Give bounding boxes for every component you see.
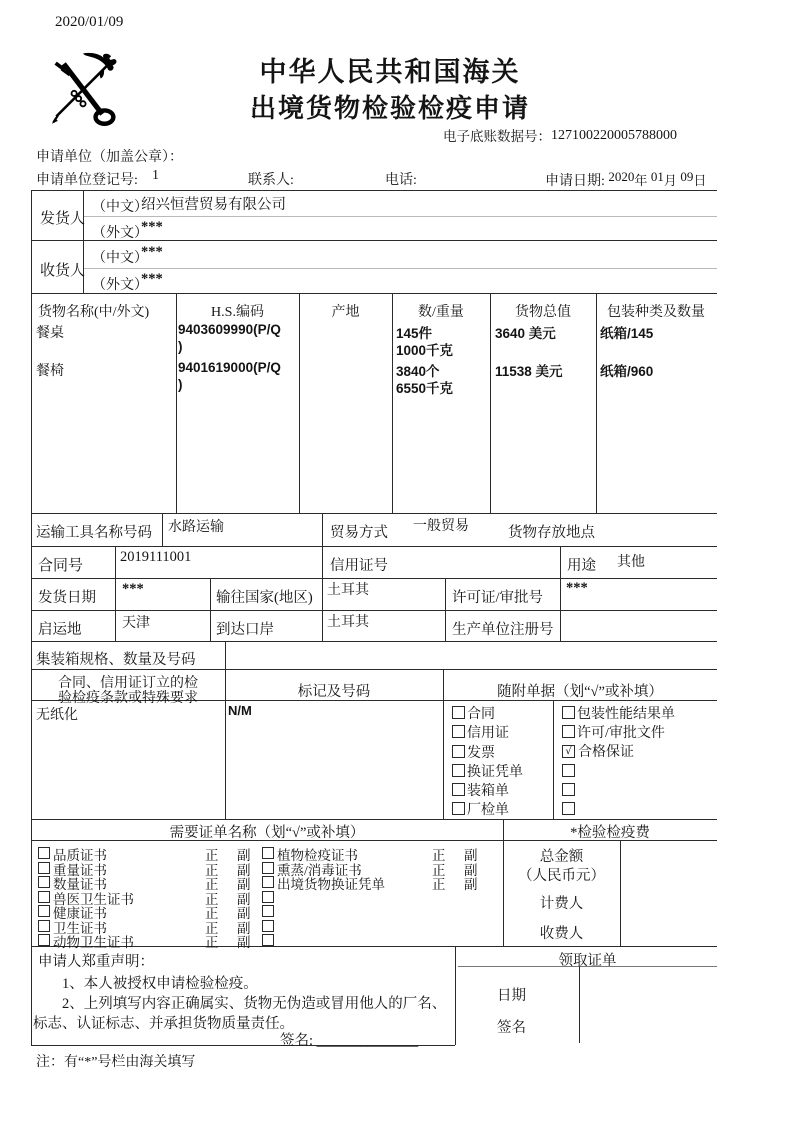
checkbox-cert-blank-2[interactable] [262, 905, 274, 917]
vline-ship-2 [210, 578, 211, 610]
consignee-cn-value: *** [141, 244, 163, 260]
goods-row-hs: 9401619000(P/Q [178, 360, 281, 375]
checkbox-quantity-cert[interactable] [38, 876, 50, 888]
cert-label: 熏蒸/消毒证书 [277, 863, 362, 878]
declaration-sign-label: 签名: ______________ [280, 1033, 419, 1049]
vline-goods-3 [392, 293, 393, 513]
vline-goods-5 [596, 293, 597, 513]
goods-header-name: 货物名称(中/外文) [38, 305, 150, 320]
checkbox-exchange-voucher-label: 换证凭单 [467, 765, 523, 780]
cert-label: 兽医卫生证书 [53, 892, 134, 907]
checkbox-cert-blank-4[interactable] [262, 934, 274, 946]
apply-date-month: 01 [650, 169, 664, 184]
line-consignee-inner [83, 268, 717, 269]
clause-header-line2: 验检疫条款或特殊要求 [58, 691, 198, 706]
checkbox-packing-performance[interactable] [562, 706, 575, 719]
eledger-value: 127100220005788000 [551, 128, 677, 143]
vline-declaration-split [455, 946, 456, 1045]
goods-row-qty: 3840个 [396, 364, 440, 379]
producer-reg-label: 生产单位注册号 [452, 622, 554, 638]
vline-transport-1 [162, 513, 163, 546]
goods-row-qty: 145件 [396, 326, 433, 341]
checkbox-cert-blank-1[interactable] [262, 891, 274, 903]
receipt-date-label: 日期 [497, 988, 526, 1004]
goods-row-name: 餐椅 [36, 364, 64, 379]
checkbox-invoice[interactable] [452, 745, 465, 758]
arrival-port-label: 到达口岸 [216, 622, 274, 638]
apply-date-label: 申请日期: [545, 174, 605, 189]
vline-goods-4 [490, 293, 491, 513]
goods-row-weight: 1000千克 [396, 343, 454, 358]
fee-collector-label: 收费人 [539, 926, 584, 942]
form-title-line2: 出境货物检验检疫申请 [249, 94, 530, 123]
cert-label: 出境货物换证凭单 [277, 877, 385, 892]
original-label: 正 [205, 935, 219, 950]
eledger-row [443, 125, 677, 146]
vline-ship-1 [115, 578, 116, 610]
contact-label: 联系人: [248, 173, 294, 188]
goods-row-pack: 纸箱/960 [600, 364, 654, 379]
goods-row-hs: 9403609990(P/Q [178, 322, 281, 337]
vline-ship-5 [560, 578, 561, 610]
ship-date-value: *** [122, 581, 144, 597]
original-label: 正 [432, 863, 446, 878]
vline-contract-3 [560, 546, 561, 578]
footer-note: 注：有“*”号栏由海关填写 [36, 1055, 196, 1070]
marks-header: 标记及号码 [297, 684, 371, 700]
goods-header-value: 货物总值 [515, 305, 571, 320]
use-value: 其他 [617, 555, 645, 570]
applicant-unit-seal-label: 申请单位（加盖公章）： [36, 150, 183, 165]
original-label: 正 [205, 906, 219, 921]
declaration-item2-cont: 标志、认证标志、并承担货物质量责任。 [33, 1016, 294, 1032]
apply-date-year: 2020 [608, 169, 635, 184]
attached-docs-header: 随附单据（划“√”或补填） [497, 684, 663, 700]
line-consignor-inner [83, 216, 717, 217]
checkbox-contract-label: 合同 [467, 707, 495, 722]
checkbox-health-cert[interactable] [38, 905, 50, 917]
line-clause-bottom [31, 819, 717, 820]
receipt-title: 领取证单 [558, 953, 617, 969]
goods-row-total: 11538 美元 [495, 364, 563, 379]
checkbox-lc-label: 信用证 [467, 726, 509, 741]
vline-goods-1 [176, 293, 177, 513]
line-receipt-header [458, 966, 717, 967]
receipt-sign-label: 签名 [497, 1020, 526, 1036]
vline-dep-5 [560, 610, 561, 641]
apply-date-row [545, 170, 706, 190]
checkbox-blank-1[interactable] [562, 764, 575, 777]
checkbox-factory-inspection[interactable] [452, 802, 465, 815]
vline-transport-2 [322, 513, 323, 546]
declaration-item2: 2、上列填写内容正确属实、货物无伪造或冒用他人的厂名、 [62, 996, 447, 1012]
vline-container [225, 641, 226, 669]
cert-label: 卫生证书 [53, 921, 107, 936]
vline-docs-split [553, 700, 554, 819]
checkbox-license-doc[interactable] [562, 725, 575, 738]
consignor-cn-label: （中文） [92, 200, 148, 215]
vline-dep-3 [322, 610, 323, 641]
vline-contract-2 [322, 546, 323, 578]
clause-header-line1: 合同、信用证订立的检 [58, 676, 198, 691]
vline-contract-1 [115, 546, 116, 578]
fee-total-unit-label: （人民币元） [518, 868, 605, 884]
declaration-title: 申请人郑重声明： [38, 954, 154, 970]
clause-value: 无纸化 [36, 708, 78, 723]
lc-no-label: 信用证号 [330, 558, 388, 574]
vline-receipt-inner [579, 966, 580, 1043]
vline-goods-2 [299, 293, 300, 513]
checkbox-invoice-label: 发票 [467, 746, 495, 761]
checkbox-lc[interactable] [452, 725, 465, 738]
duplicate-label: 副 [237, 863, 251, 878]
customs-emblem-icon [46, 50, 120, 133]
checkbox-conformity-guarantee-label: 合格保证 [578, 745, 634, 760]
duplicate-label: 副 [237, 935, 251, 950]
table-left-border [31, 190, 32, 1045]
ship-date-label: 发货日期 [38, 590, 96, 606]
line-goods-bottom [31, 513, 717, 514]
original-label: 正 [205, 863, 219, 878]
goods-header-origin: 产地 [331, 305, 360, 320]
checkbox-factory-inspection-label: 厂检单 [467, 803, 509, 818]
trade-mode-label: 贸易方式 [330, 525, 388, 541]
checkbox-animal-hygiene-cert[interactable] [38, 934, 50, 946]
line-transport-bottom [31, 546, 717, 547]
checkbox-packing-list-label: 装箱单 [467, 784, 509, 799]
dest-country-label: 输往国家(地区) [216, 590, 313, 606]
vline-fee-inner [620, 840, 621, 946]
line-contract-bottom [31, 578, 717, 579]
goods-row-pack: 纸箱/145 [600, 326, 654, 341]
goods-row-name: 餐桌 [36, 326, 64, 341]
month-unit: 月 [663, 173, 677, 188]
fee-calculator-label: 计费人 [539, 896, 584, 912]
checkbox-cert-blank-3[interactable] [262, 920, 274, 932]
checkbox-blank-3[interactable] [562, 802, 575, 815]
year-unit: 年 [634, 173, 648, 188]
consignee-cn-label: （中文） [92, 251, 148, 266]
applicant-reg-no-value: 1 [152, 168, 159, 183]
departure-value: 天津 [122, 616, 150, 631]
checkbox-outbound-exchange-voucher[interactable] [262, 876, 274, 888]
checkbox-fumigation-cert[interactable] [262, 862, 274, 874]
check-mark: √ [565, 746, 572, 757]
trade-mode-value: 一般贸易 [413, 519, 469, 534]
arrival-port-value: 土耳其 [327, 615, 369, 630]
line-ship-bottom [31, 610, 717, 611]
consignee-label: 收货人 [40, 263, 86, 279]
checkbox-packing-list[interactable] [452, 783, 465, 796]
original-label: 正 [205, 892, 219, 907]
consignor-cn-value: 绍兴恒营贸易有限公司 [141, 197, 286, 213]
transport-value: 水路运输 [168, 520, 224, 535]
fee-total-label: 总金额 [539, 849, 584, 865]
storage-place-label: 货物存放地点 [508, 525, 595, 541]
original-label: 正 [205, 921, 219, 936]
cert-label: 数量证书 [53, 877, 107, 892]
checkbox-blank-2[interactable] [562, 783, 575, 796]
duplicate-label: 副 [237, 906, 251, 921]
checkbox-vet-hygiene-cert[interactable] [38, 891, 50, 903]
checkbox-hygiene-cert[interactable] [38, 920, 50, 932]
line-top [31, 190, 717, 191]
license-value: *** [566, 580, 588, 596]
checkbox-conformity-guarantee[interactable] [562, 745, 575, 758]
checkbox-weight-cert[interactable] [38, 862, 50, 874]
apply-date-day: 09 [680, 169, 694, 184]
checkbox-packing-performance-label: 包装性能结果单 [577, 707, 675, 722]
duplicate-label: 副 [464, 877, 478, 892]
checkbox-exchange-voucher[interactable] [452, 764, 465, 777]
vline-ship-4 [445, 578, 446, 610]
consignor-foreign-value: *** [141, 219, 163, 235]
contract-no-label: 合同号 [38, 558, 84, 574]
consignor-foreign-label: （外文） [92, 226, 148, 241]
checkbox-plant-quarantine-cert[interactable] [262, 847, 274, 859]
contract-no-value: 2019111001 [120, 549, 192, 565]
checkbox-license-doc-label: 许可/审批文件 [577, 726, 665, 741]
line-container-bottom [31, 669, 717, 670]
fee-section-header: *检验检疫费 [570, 825, 650, 841]
duplicate-label: 副 [237, 921, 251, 936]
cert-label: 品质证书 [53, 848, 107, 863]
cert-label: 植物检疫证书 [277, 848, 358, 863]
duplicate-label: 副 [464, 848, 478, 863]
consignee-foreign-label: （外文） [92, 278, 148, 293]
consignee-foreign-value: *** [141, 271, 163, 287]
original-label: 正 [205, 848, 219, 863]
transport-label: 运输工具名称号码 [36, 525, 152, 541]
vline-dep-1 [115, 610, 116, 641]
day-unit: 日 [693, 173, 707, 188]
cert-label: 动物卫生证书 [53, 935, 134, 950]
vline-dep-4 [445, 610, 446, 641]
cert-section-header: 需要证单名称（划“√”或补填） [169, 825, 365, 841]
duplicate-label: 副 [237, 892, 251, 907]
goods-header-qty: 数/重量 [418, 305, 464, 320]
goods-row-total: 3640 美元 [495, 326, 556, 341]
checkbox-contract[interactable] [452, 706, 465, 719]
use-label: 用途 [567, 558, 596, 574]
duplicate-label: 副 [464, 863, 478, 878]
line-dep-bottom [31, 641, 717, 642]
cert-label: 健康证书 [53, 906, 107, 921]
goods-row-hs-cont: ) [178, 339, 183, 354]
eledger-label: 电子底账数据号： [443, 129, 551, 144]
goods-header-hs: H.S.编码 [211, 305, 264, 320]
goods-row-weight: 6550千克 [396, 381, 454, 396]
vline-dep-2 [210, 610, 211, 641]
applicant-reg-no-label: 申请单位登记号: [36, 173, 138, 188]
consignor-label: 发货人 [40, 211, 86, 227]
form-title-line1: 中华人民共和国海关 [259, 57, 521, 87]
original-label: 正 [205, 877, 219, 892]
duplicate-label: 副 [237, 848, 251, 863]
goods-header-pack: 包装种类及数量 [607, 305, 705, 320]
container-label: 集装箱规格、数量及号码 [36, 652, 196, 668]
cert-label: 重量证书 [53, 863, 107, 878]
goods-row-hs-cont: ) [178, 377, 183, 392]
departure-label: 启运地 [38, 622, 82, 638]
vline-ship-3 [322, 578, 323, 610]
original-label: 正 [432, 848, 446, 863]
checkbox-quality-cert[interactable] [38, 847, 50, 859]
print-date: 2020/01/09 [55, 14, 124, 30]
phone-label: 电话: [385, 173, 417, 188]
marks-value: N/M [228, 703, 252, 718]
duplicate-label: 副 [237, 877, 251, 892]
license-label: 许可证/审批号 [452, 590, 544, 606]
original-label: 正 [432, 877, 446, 892]
declaration-item1: 1、本人被授权申请检验检疫。 [62, 976, 258, 992]
dest-country-value: 土耳其 [327, 583, 369, 598]
